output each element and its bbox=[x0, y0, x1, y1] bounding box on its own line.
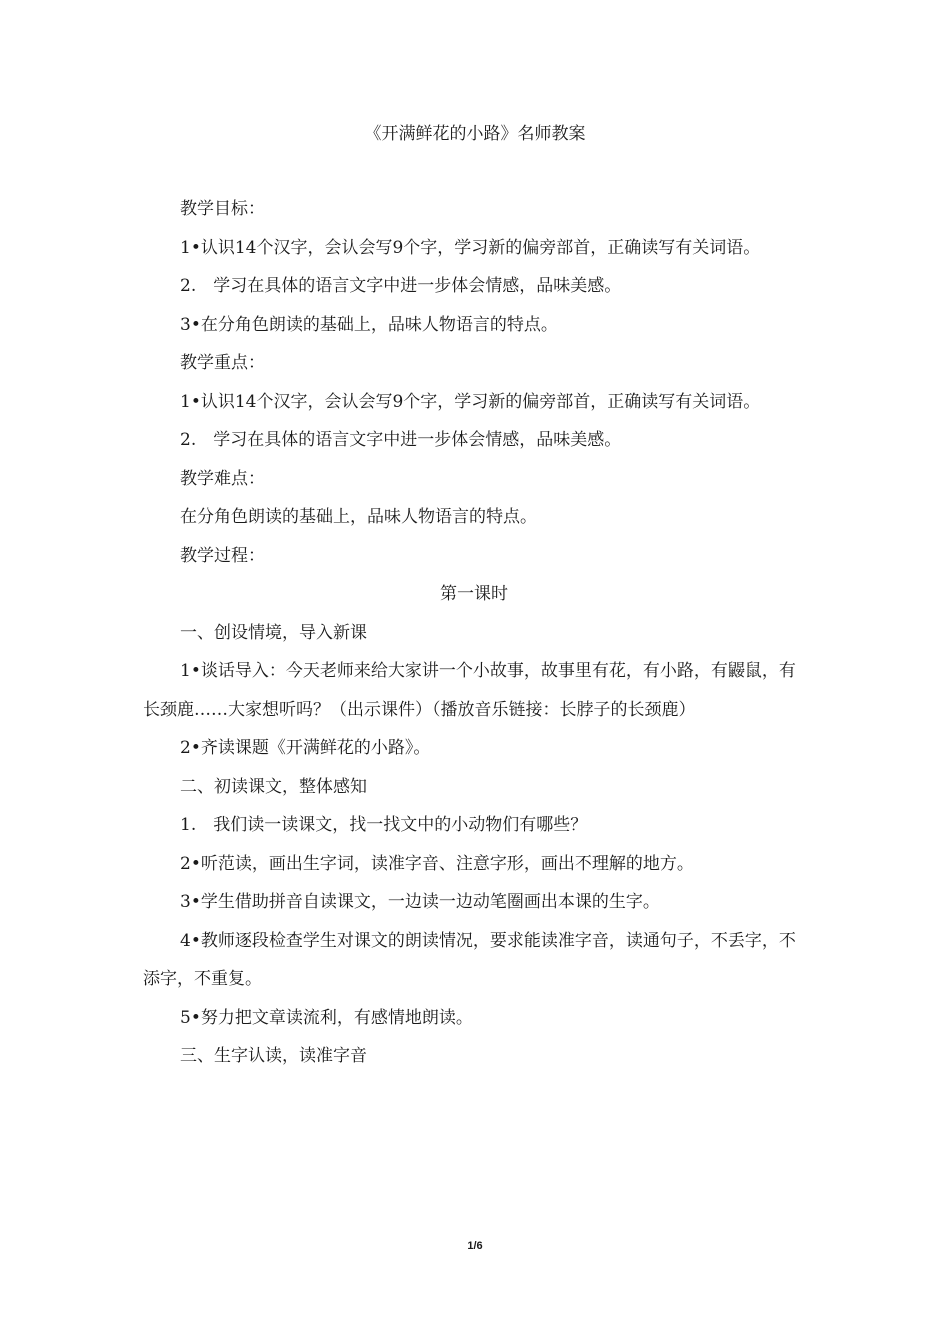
step-2-item-5: 5•努力把文章读流利，有感情地朗读。 bbox=[180, 1007, 473, 1028]
focus-item-2: 2. 学习在具体的语言文字中进一步体会情感，品味美感。 bbox=[180, 430, 622, 450]
step-heading-2: 二、初读课文，整体感知 bbox=[180, 776, 367, 797]
step-2-item-2: 2•听范读，画出生字词，读准字音、注意字形，画出不理解的地方。 bbox=[180, 853, 694, 874]
heading-teaching-difficulty: 教学难点： bbox=[180, 468, 265, 489]
focus-item-1: 1•认识14个汉字，会认会写9个字，学习新的偏旁部首，正确读写有关词语。 bbox=[180, 391, 761, 412]
step-heading-1: 一、创设情境，导入新课 bbox=[180, 622, 367, 643]
goal-item-1: 1•认识14个汉字，会认会写9个字，学习新的偏旁部首，正确读写有关词语。 bbox=[180, 237, 761, 258]
step-2-item-4: 4•教师逐段检查学生对课文的朗读情况，要求能读准字音，读通句子，不丢字，不添字，不重复。 bbox=[143, 930, 796, 989]
difficulty-item: 在分角色朗读的基础上，品味人物语言的特点。 bbox=[180, 507, 537, 527]
goal-item-2: 2. 学习在具体的语言文字中进一步体会情感，品味美感。 bbox=[180, 276, 622, 296]
heading-teaching-focus: 教学重点： bbox=[180, 353, 265, 373]
page-number: 1/6 bbox=[467, 1240, 483, 1252]
section-first-lesson: 第一课时 bbox=[440, 584, 508, 604]
step-1-item-1: 1•谈话导入：今天老师来给大家讲一个小故事，故事里有花，有小路，有鼹鼠，有长颈鹿……大家想听吗？（出示课件）（播放音乐链接：长脖子的长颈鹿） bbox=[143, 661, 796, 720]
document-title: 《开满鲜花的小路》名师教案 bbox=[364, 124, 586, 144]
heading-teaching-process: 教学过程： bbox=[180, 545, 265, 566]
document-body bbox=[143, 190, 805, 1076]
step-1-item-2: 2•齐读课题《开满鲜花的小路》。 bbox=[180, 738, 431, 758]
goal-item-3: 3•在分角色朗读的基础上，品味人物语言的特点。 bbox=[180, 314, 558, 335]
step-2-item-1: 1. 我们读一读课文，找一找文中的小动物们有哪些？ bbox=[180, 815, 588, 835]
step-heading-3: 三、生字认读，读准字音 bbox=[180, 1046, 367, 1066]
heading-teaching-goals: 教学目标： bbox=[180, 199, 265, 219]
step-2-item-3: 3•学生借助拼音自读课文，一边读一边动笔圈画出本课的生字。 bbox=[180, 892, 660, 912]
